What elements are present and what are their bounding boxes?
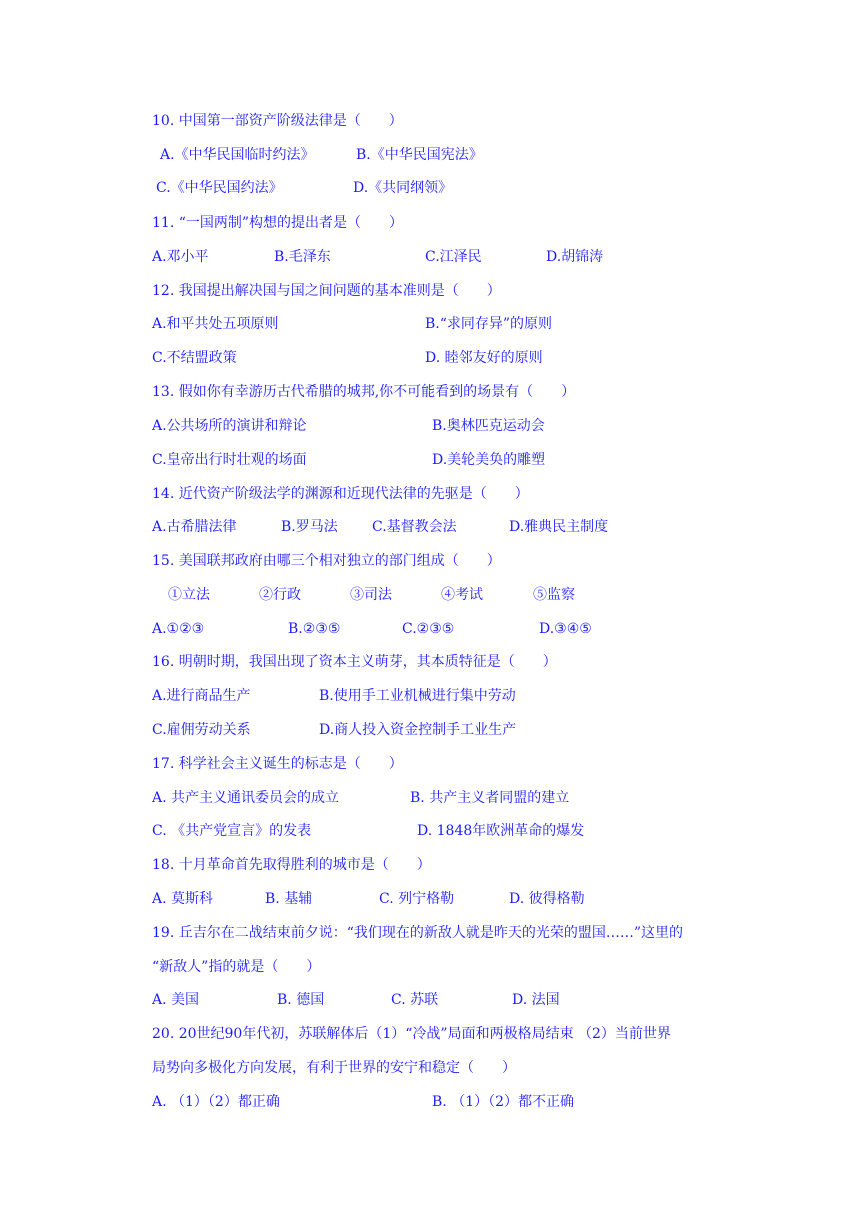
q19-option-d: D. 法国	[512, 992, 560, 1008]
question-14-stem: 14. 近代资产阶级法学的渊源和近现代法律的先驱是（ ）	[152, 486, 529, 502]
q11-option-d: D.胡锦涛	[546, 249, 604, 265]
q19-option-a: A. 美国	[152, 992, 200, 1008]
q16-option-a: A.进行商品生产	[152, 688, 251, 704]
q10-option-d: D.《共同纲领》	[353, 180, 453, 196]
q10-option-a: A.《中华民国临时约法》	[160, 147, 315, 163]
q20-option-b: B. （1）（2）都不正确	[432, 1094, 575, 1110]
q15-item-2: ②行政	[259, 587, 301, 603]
q13-option-a: A.公共场所的演讲和辩论	[152, 418, 307, 434]
question-12-stem: 12. 我国提出解决国与国之间问题的基本准则是（ ）	[152, 283, 501, 299]
q13-option-b: B.奥林匹克运动会	[432, 418, 545, 434]
q16-option-c: C.雇佣劳动关系	[152, 722, 251, 738]
q17-option-a: A. 共产主义通讯委员会的成立	[152, 790, 340, 806]
q11-option-a: A.邓小平	[152, 249, 209, 265]
q14-option-b: B.罗马法	[281, 519, 338, 535]
q17-option-c: C. 《共产党宣言》的发表	[152, 823, 312, 839]
question-10-stem: 10. 中国第一部资产阶级法律是（ ）	[152, 113, 403, 129]
q19-option-c: C. 苏联	[391, 992, 439, 1008]
q13-option-d: D.美轮美奂的雕塑	[432, 452, 546, 468]
question-19-stem-line-1: 19. 丘吉尔在二战结束前夕说：“我们现在的新敌人就是昨天的光荣的盟国……”这里的	[152, 925, 684, 941]
q12-option-c: C.不结盟政策	[152, 350, 237, 366]
q14-option-a: A.古希腊法律	[152, 519, 237, 535]
q15-item-1: ①立法	[168, 587, 210, 603]
q16-option-d: D.商人投入资金控制手工业生产	[319, 722, 517, 738]
q17-option-d: D. 1848年欧洲革命的爆发	[417, 823, 585, 839]
question-13-stem: 13. 假如你有幸游历古代希腊的城邦,你不可能看到的场景有（ ）	[152, 384, 576, 400]
question-20-stem-line-2: 局势向多极化方向发展，有利于世界的安宁和稳定（ ）	[152, 1060, 516, 1076]
q15-option-c: C.②③⑤	[402, 621, 455, 637]
question-19-stem-line-2: “新敌人”指的就是（ ）	[152, 959, 321, 975]
q12-option-b: B.“求同存异”的原则	[425, 316, 553, 332]
q14-option-d: D.雅典民主制度	[509, 519, 609, 535]
q15-option-d: D.③④⑤	[539, 621, 592, 637]
q18-option-a: A. 莫斯科	[152, 891, 214, 907]
question-11-stem: 11. “一国两制”构想的提出者是（ ）	[152, 215, 404, 231]
question-15-stem: 15. 美国联邦政府由哪三个相对独立的部门组成（ ）	[152, 553, 501, 569]
question-17-stem: 17. 科学社会主义诞生的标志是（ ）	[152, 756, 403, 772]
q12-option-d: D. 睦邻友好的原则	[425, 350, 543, 366]
q15-item-5: ⑤监察	[533, 587, 575, 603]
q10-option-b: B.《中华民国宪法》	[356, 147, 483, 163]
q19-option-b: B. 德国	[277, 992, 325, 1008]
q14-option-c: C.基督教会法	[372, 519, 457, 535]
q15-item-4: ④考试	[441, 587, 483, 603]
q11-option-b: B.毛泽东	[274, 249, 331, 265]
q16-option-b: B.使用手工业机械进行集中劳动	[319, 688, 516, 704]
q11-option-c: C.江泽民	[425, 249, 482, 265]
q17-option-b: B. 共产主义者同盟的建立	[410, 790, 570, 806]
q18-option-b: B. 基辅	[265, 891, 313, 907]
question-18-stem: 18. 十月革命首先取得胜利的城市是（ ）	[152, 857, 431, 873]
q20-option-a: A. （1）（2）都正确	[152, 1094, 280, 1110]
q18-option-c: C. 列宁格勒	[379, 891, 455, 907]
q18-option-d: D. 彼得格勒	[509, 891, 585, 907]
question-20-stem-line-1: 20. 20世纪90年代初，苏联解体后（1）“冷战”局面和两极格局结束 （2）当前世界	[152, 1026, 671, 1042]
q10-option-c: C.《中华民国约法》	[156, 180, 283, 196]
q15-option-b: B.②③⑤	[288, 621, 341, 637]
q13-option-c: C.皇帝出行时壮观的场面	[152, 452, 307, 468]
question-16-stem: 16. 明朝时期，我国出现了资本主义萌芽，其本质特征是（ ）	[152, 654, 557, 670]
q12-option-a: A.和平共处五项原则	[152, 316, 279, 332]
q15-option-a: A.①②③	[152, 621, 205, 637]
q15-item-3: ③司法	[350, 587, 392, 603]
